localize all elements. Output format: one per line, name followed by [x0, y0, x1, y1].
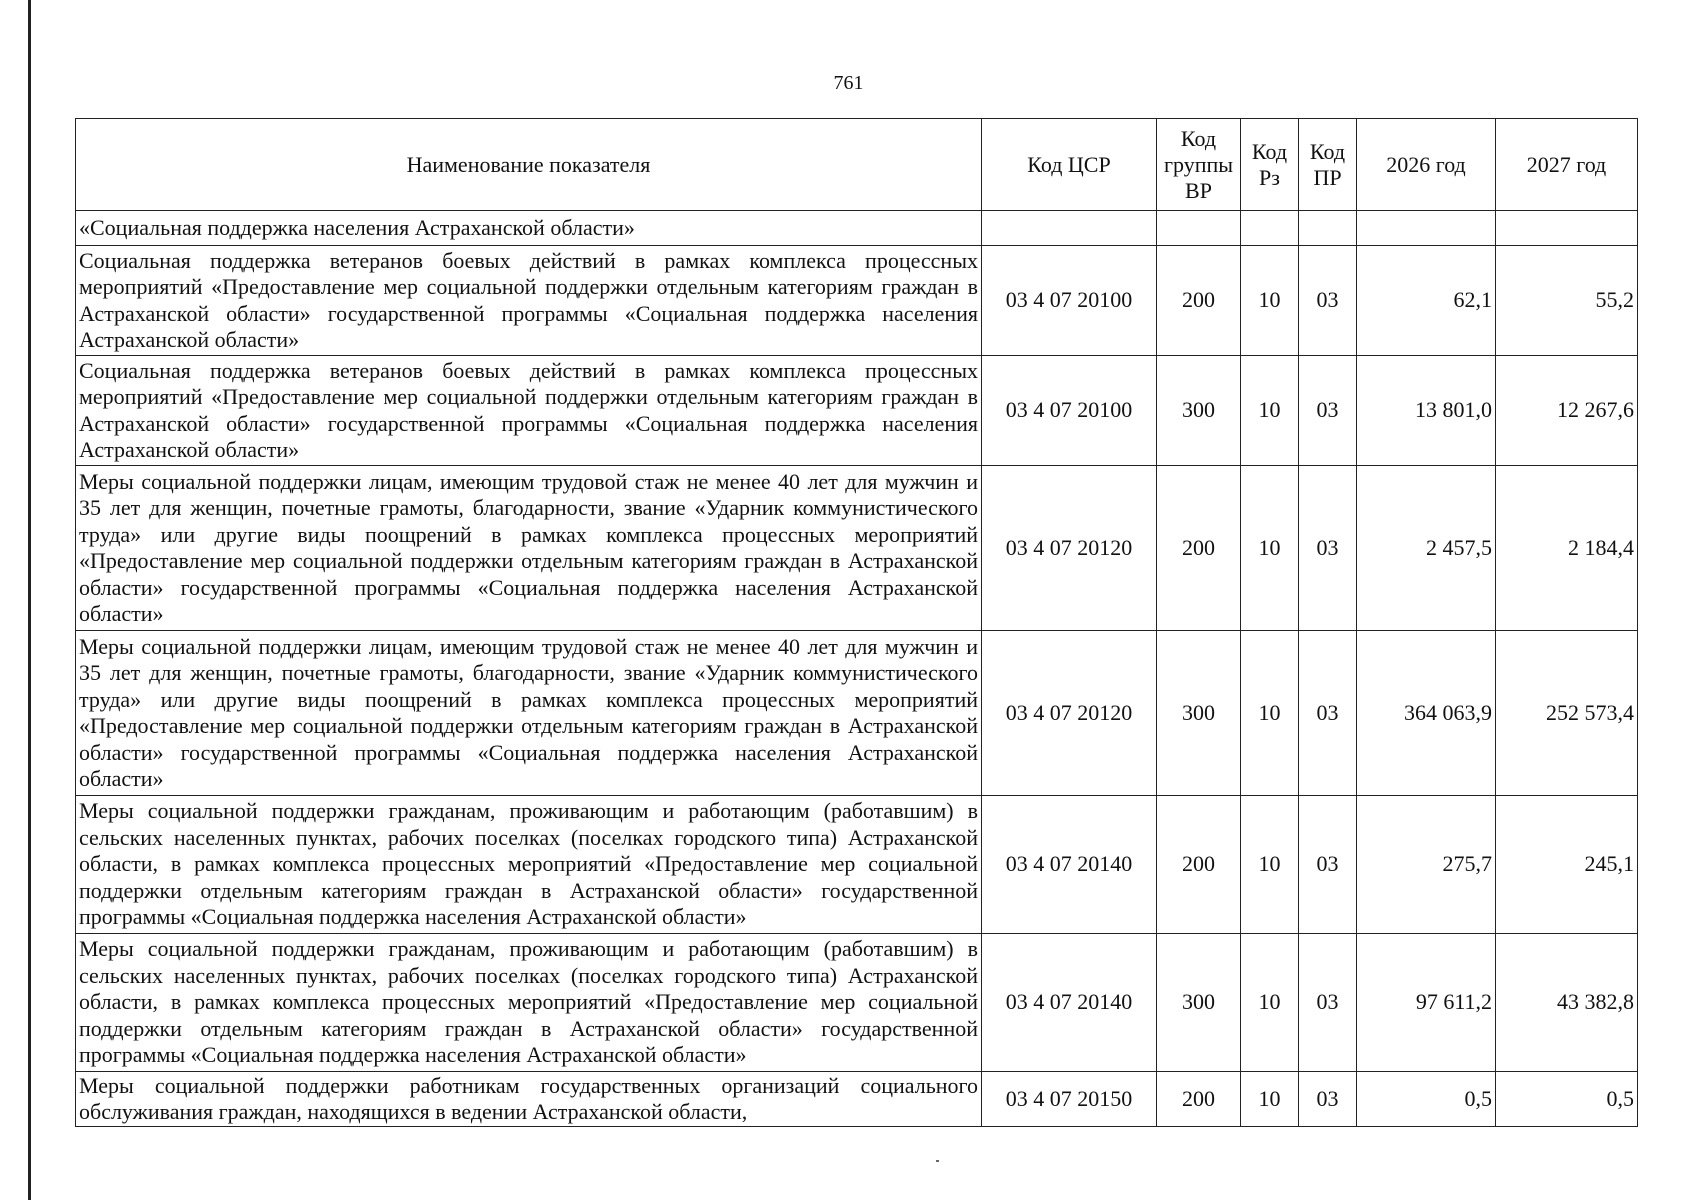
- row-name: Меры социальной поддержки лицам, имеющим трудовой стаж не менее 40 лет для мужчин и 35 лет для женщин, почетные грамоты, благодарности, звание «Ударник коммунистического труда» или другие виды поощрений в рамках комплекса процессных мероприятий «Предоставление мер социальной поддержки отдельным категориям граждан в Астраханской области» государственной программы «Социальная поддержка населения Астраханской области»: [76, 466, 982, 631]
- header-vr: Код группы ВР: [1157, 119, 1241, 211]
- row-name: Меры социальной поддержки работникам государственных организаций социального обслуживания граждан, находящихся в ведении Астраханской области,: [76, 1072, 982, 1127]
- row-vr: 300: [1157, 934, 1241, 1072]
- scan-speck: [936, 1160, 939, 1162]
- row-vr: 300: [1157, 631, 1241, 796]
- row-csr: [982, 211, 1157, 246]
- row-2026: 97 611,2: [1357, 934, 1496, 1072]
- row-rz: 10: [1241, 796, 1299, 934]
- row-pr: 03: [1299, 1072, 1357, 1127]
- row-csr: 03 4 07 20100: [982, 246, 1157, 356]
- row-rz: 10: [1241, 356, 1299, 466]
- header-2027: 2027 год: [1496, 119, 1638, 211]
- row-csr: 03 4 07 20140: [982, 796, 1157, 934]
- row-pr: 03: [1299, 466, 1357, 631]
- header-rz: Код Рз: [1241, 119, 1299, 211]
- row-2027: 43 382,8: [1496, 934, 1638, 1072]
- row-2027: 12 267,6: [1496, 356, 1638, 466]
- row-name: Социальная поддержка ветеранов боевых действий в рамках комплекса процессных мероприятий «Предоставление мер социальной поддержки отдельным категориям граждан в Астраханской области» государственной программы «Социальная поддержка населения Астраханской области»: [76, 356, 982, 466]
- row-pr: 03: [1299, 631, 1357, 796]
- row-vr: [1157, 211, 1241, 246]
- row-2026: 364 063,9: [1357, 631, 1496, 796]
- table-row: [76, 246, 1638, 356]
- budget-table: [75, 118, 1638, 1127]
- table-row: [76, 356, 1638, 466]
- row-2027: 0,5: [1496, 1072, 1638, 1127]
- table-row: [76, 1072, 1638, 1127]
- row-2027: 2 184,4: [1496, 466, 1638, 631]
- row-pr: 03: [1299, 246, 1357, 356]
- row-pr: 03: [1299, 356, 1357, 466]
- page-number: 761: [833, 72, 864, 94]
- row-rz: 10: [1241, 466, 1299, 631]
- table-row: [76, 796, 1638, 934]
- row-name: Меры социальной поддержки гражданам, проживающим и работающим (работавшим) в сельских населенных пунктах, рабочих поселках (поселках городского типа) Астраханской области, в рамках комплекса процессных мероприятий «Предоставление мер социальной поддержки отдельным категориям граждан в Астраханской области» государственной программы «Социальная поддержка населения Астраханской области»: [76, 796, 982, 934]
- row-2026: 13 801,0: [1357, 356, 1496, 466]
- row-2026: 0,5: [1357, 1072, 1496, 1127]
- table-row: [76, 934, 1638, 1072]
- row-rz: 10: [1241, 246, 1299, 356]
- header-2026: 2026 год: [1357, 119, 1496, 211]
- row-2027: 252 573,4: [1496, 631, 1638, 796]
- row-csr: 03 4 07 20120: [982, 631, 1157, 796]
- row-name: Социальная поддержка ветеранов боевых действий в рамках комплекса процессных мероприятий «Предоставление мер социальной поддержки отдельным категориям граждан в Астраханской области» государственной программы «Социальная поддержка населения Астраханской области»: [76, 246, 982, 356]
- binding-margin-line: [28, 0, 31, 1200]
- row-name: Меры социальной поддержки лицам, имеющим трудовой стаж не менее 40 лет для мужчин и 35 лет для женщин, почетные грамоты, благодарности, звание «Ударник коммунистического труда» или другие виды поощрений в рамках комплекса процессных мероприятий «Предоставление мер социальной поддержки отдельным категориям граждан в Астраханской области» государственной программы «Социальная поддержка населения Астраханской области»: [76, 631, 982, 796]
- row-rz: 10: [1241, 1072, 1299, 1127]
- row-vr: 200: [1157, 246, 1241, 356]
- table-row: [76, 211, 1638, 246]
- row-vr: 200: [1157, 1072, 1241, 1127]
- row-rz: 10: [1241, 934, 1299, 1072]
- row-csr: 03 4 07 20120: [982, 466, 1157, 631]
- table-row: [76, 466, 1638, 631]
- row-name: Меры социальной поддержки гражданам, проживающим и работающим (работавшим) в сельских населенных пунктах, рабочих поселках (поселках городского типа) Астраханской области, в рамках комплекса процессных мероприятий «Предоставление мер социальной поддержки отдельным категориям граждан в Астраханской области» государственной программы «Социальная поддержка населения Астраханской области»: [76, 934, 982, 1072]
- row-pr: 03: [1299, 934, 1357, 1072]
- row-2027: 245,1: [1496, 796, 1638, 934]
- row-csr: 03 4 07 20100: [982, 356, 1157, 466]
- row-pr: 03: [1299, 796, 1357, 934]
- row-csr: 03 4 07 20140: [982, 934, 1157, 1072]
- table-header-row: [76, 119, 1638, 211]
- row-2026: 62,1: [1357, 246, 1496, 356]
- row-2027: 55,2: [1496, 246, 1638, 356]
- row-2026: [1357, 211, 1496, 246]
- row-vr: 200: [1157, 466, 1241, 631]
- header-pr: Код ПР: [1299, 119, 1357, 211]
- row-2026: 2 457,5: [1357, 466, 1496, 631]
- header-csr: Код ЦСР: [982, 119, 1157, 211]
- row-vr: 200: [1157, 796, 1241, 934]
- row-vr: 300: [1157, 356, 1241, 466]
- row-pr: [1299, 211, 1357, 246]
- table-row: [76, 631, 1638, 796]
- row-rz: 10: [1241, 631, 1299, 796]
- row-name: «Социальная поддержка населения Астраханской области»: [76, 211, 982, 246]
- row-csr: 03 4 07 20150: [982, 1072, 1157, 1127]
- row-2026: 275,7: [1357, 796, 1496, 934]
- header-name: Наименование показателя: [76, 119, 982, 211]
- row-2027: [1496, 211, 1638, 246]
- row-rz: [1241, 211, 1299, 246]
